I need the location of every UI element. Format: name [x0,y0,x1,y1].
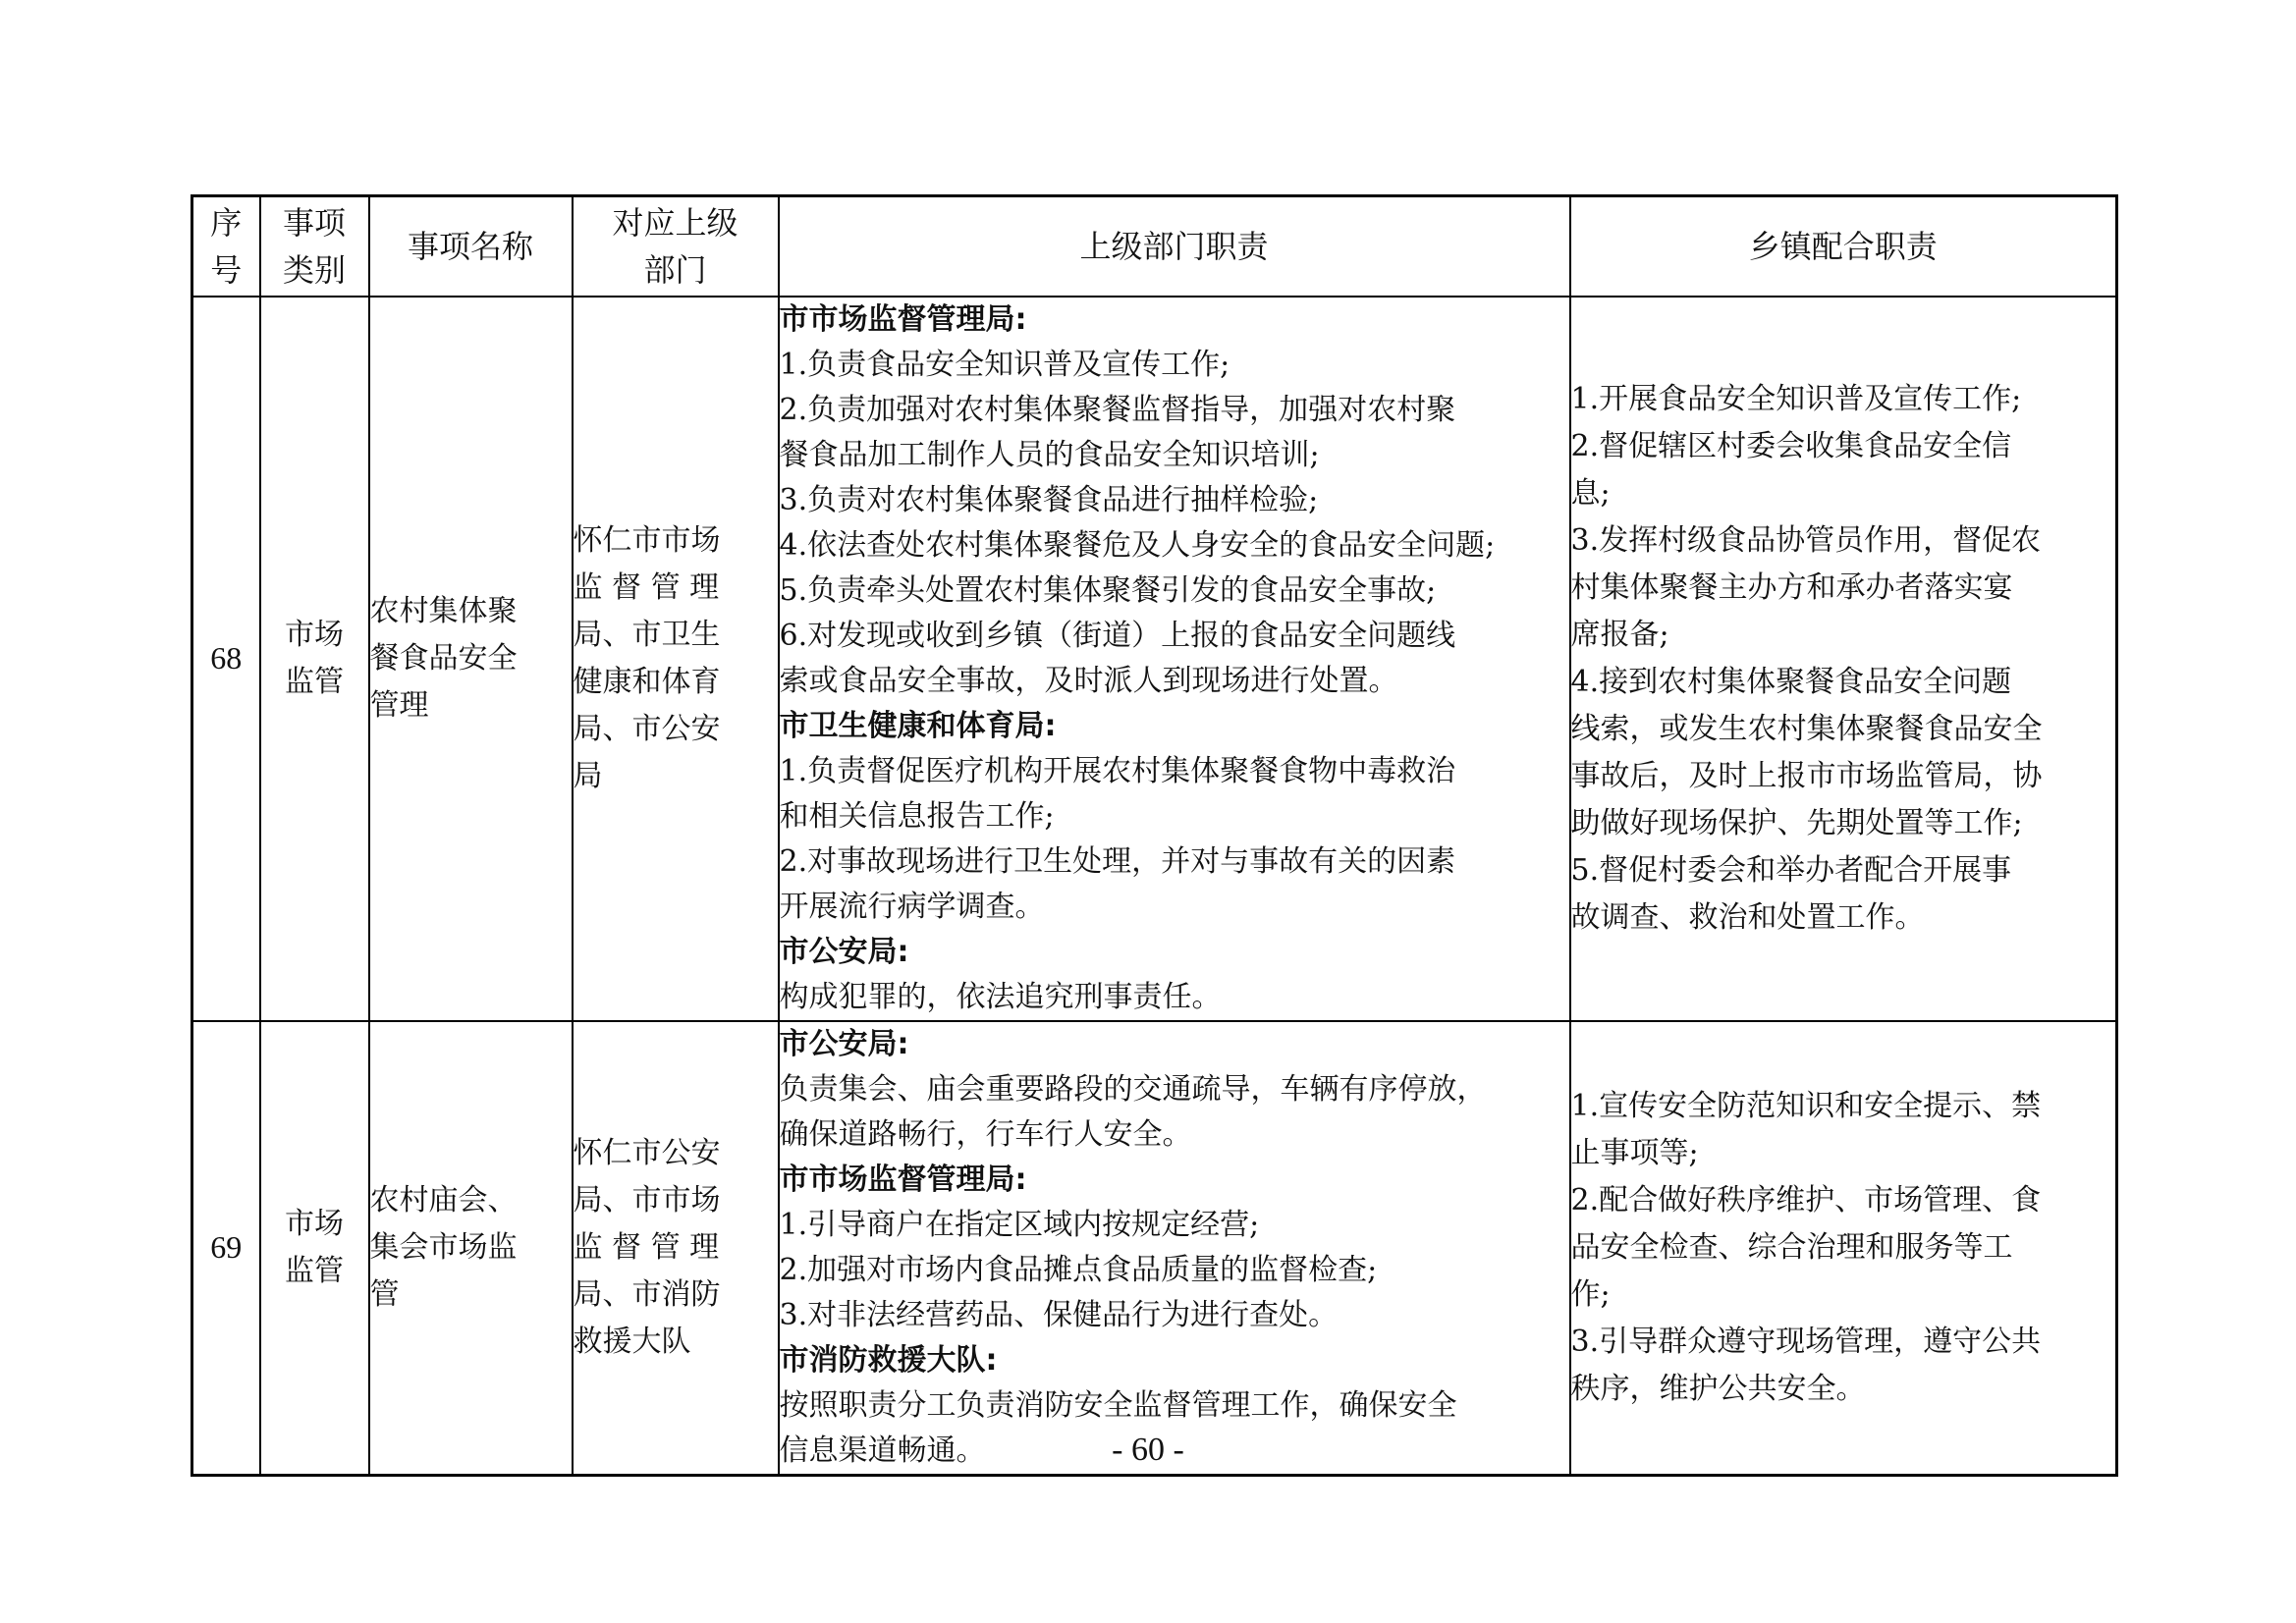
header-category: 事项 类别 [260,196,369,297]
responsibility-table [191,194,2118,1477]
row-upper-duties: 市公安局: 负责集会、庙会重要路段的交通疏导，车辆有序停放， 确保道路畅行，行车行人安全。 市市场监督管理局: 1.引导商户在指定区域内按规定经营; 2.加强对市场内食品摊点食品质量的监督检查; 3.对非法经营药品、保健品行为进行查处。 市消防救援大队: 按照职责分工负责消防安全监督管理工作，确保安全 信息渠道畅通。 [779,1021,1570,1476]
header-upper-duties: 上级部门职责 [779,196,1570,297]
row-dept: 怀仁市公安 局、市市场 监 督 管 理 局、市消防 救援大队 [573,1021,779,1476]
row-item-name: 农村集体聚 餐食品安全 管理 [369,297,573,1021]
row-town-duties: 1.开展食品安全知识普及宣传工作; 2.督促辖区村委会收集食品安全信 息; 3.发挥村级食品协管员作用，督促农 村集体聚餐主办方和承办者落实宴 席报备; 4.接到农村集体聚餐食品安全问题 线索，或发生农村集体聚餐食品安全 事故后，及时上报市市场监管局，协 助做好现场保护、先期处置等工作; 5.督促村委会和举办者配合开展事 故调查、救治和处置工作。 [1570,297,2117,1021]
header-dept: 对应上级 部门 [573,196,779,297]
row-category: 市场 监管 [260,297,369,1021]
header-item-name: 事项名称 [369,196,573,297]
dept-heading: 市市场监督管理局: [779,301,1027,337]
row-item-name: 农村庙会、 集会市场监 管 [369,1021,573,1476]
row-dept: 怀仁市市场 监 督 管 理 局、市卫生 健康和体育 局、市公安 局 [573,297,779,1021]
row-upper-duties: 市市场监督管理局: 1.负责食品安全知识普及宣传工作; 2.负责加强对农村集体聚餐监督指导，加强对农村聚 餐食品加工制作人员的食品安全知识培训; 3.负责对农村集体聚餐食品进行抽样检验; 4.依法查处农村集体聚餐危及人身安全的食品安全问题; 5.负责牵头处置农村集体聚餐引发的食品安全事故; 6.对发现或收到乡镇（街道）上报的食品安全问题线 索或食品安全事故，及时派人到现场进行处置。 市卫生健康和体育局: 1.负责督促医疗机构开展农村集体聚餐食物中毒救治 和相关信息报告工作; 2.对事故现场进行卫生处理，并对与事故有关的因素 开展流行病学调查。 市公安局: 构成犯罪的，依法追究刑事责任。 [779,297,1570,1021]
table-row [192,297,2117,1021]
table-header-row [192,196,2117,297]
row-seq: 69 [192,1021,260,1476]
dept-heading: 市公安局: [779,934,909,969]
header-seq: 序 号 [192,196,260,297]
header-town-duties: 乡镇配合职责 [1570,196,2117,297]
row-seq: 68 [192,297,260,1021]
dept-heading: 市市场监督管理局: [779,1162,1027,1197]
dept-heading: 市消防救援大队: [779,1342,998,1378]
row-town-duties: 1.宣传安全防范知识和安全提示、禁 止事项等; 2.配合做好秩序维护、市场管理、食 品安全检查、综合治理和服务等工 作; 3.引导群众遵守现场管理，遵守公共 秩序，维护公共安全。 [1570,1021,2117,1476]
table-row [192,1021,2117,1476]
page-number: - 60 - [1112,1432,1184,1468]
row-category: 市场 监管 [260,1021,369,1476]
dept-heading: 市公安局: [779,1026,909,1061]
dept-heading: 市卫生健康和体育局: [779,708,1057,743]
